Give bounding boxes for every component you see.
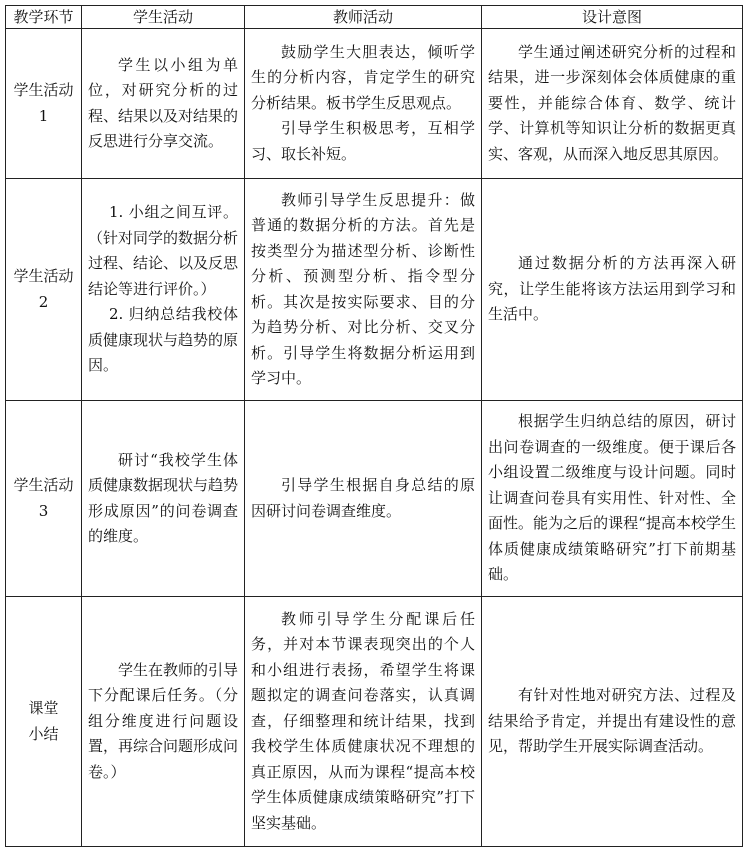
student-activity-text: 1. 小组之间互评。（针对同学的数据分析过程、结论、以及反思结论等进行评价。）: [88, 203, 239, 298]
teacher-activity-text: 引导学生积极思考，互相学习、取长补短。: [251, 119, 475, 163]
stage-cell: [6, 597, 82, 847]
stage-label: 学生活动: [13, 476, 74, 494]
student-activity-cell: [82, 597, 245, 847]
design-intent-text: 根据学生归纳总结的原因，研讨出问卷调查的一级维度。便于课后各小组设置二级维度与设计问题。同时让调查问卷具有实用性、针对性、全面性。能为之后的课程“提高本校学生体质健康成绩策略研究”打下前期基础。: [488, 412, 736, 584]
student-activity-text: 学生在教师的引导下分配课后任务。（分组分维度进行问题设置，再综合问题形成问卷。）: [88, 660, 239, 781]
design-intent-text: 学生通过阐述研究分析的过程和结果，进一步深刻体会体质健康的重要性，并能综合体育、数学、统计学、计算机等知识让分析的数据更真实、客观，从而深入地反思其原因。: [488, 42, 736, 163]
stage-cell: [6, 179, 82, 401]
header-teacher-activity: 教师活动: [245, 6, 482, 29]
student-activity-cell: [82, 401, 245, 597]
header-row: [6, 6, 743, 29]
table-row: [6, 401, 743, 597]
stage-number: 小结: [28, 724, 59, 743]
table-row: [6, 179, 743, 401]
teacher-activity-text: 引导学生根据自身总结的原因研讨问卷调查维度。: [251, 476, 475, 520]
student-activity-text: 学生以小组为单位，对研究分析的过程、结果以及对结果的反思进行分享交流。: [88, 55, 239, 150]
stage-number: 3: [38, 501, 49, 520]
design-intent-cell: [482, 597, 743, 847]
stage-cell: [6, 29, 82, 179]
teacher-activity-text: 教师引导学生分配课后任务，并对本节课表现突出的个人和小组进行表扬，希望学生将课题拟定的调查问卷落实，认真调查，仔细整理和统计结果，找到我校学生体质健康状况不理想的真正原因，从而为课程“提高本校学生体质健康成绩策略研究”打下坚实基础。: [251, 609, 475, 832]
design-intent-text: 有针对性地对研究方法、过程及结果给予肯定，并提出有建设性的意见，帮助学生开展实际调查活动。: [488, 686, 736, 756]
teacher-activity-cell: [245, 401, 482, 597]
design-intent-cell: [482, 401, 743, 597]
teacher-activity-text: 教师引导学生反思提升：做普通的数据分析的方法。首先是按类型分为描述型分析、诊断性分析、预测型分析、指令型分析。其次是按实际要求、目的分为趋势分析、对比分析、交叉分析。引导学生将数据分析运用到学习中。: [251, 190, 475, 387]
design-intent-cell: [482, 179, 743, 401]
student-activity-cell: [82, 179, 245, 401]
teacher-activity-cell: [245, 179, 482, 401]
stage-label: 学生活动: [13, 267, 74, 285]
lesson-plan-table: [5, 5, 743, 847]
stage-cell: [6, 401, 82, 597]
student-activity-cell: [82, 29, 245, 179]
teacher-activity-text: 鼓励学生大胆表达，倾听学生的分析内容，肯定学生的研究分析结果。板书学生反思观点。: [251, 42, 475, 112]
design-intent-text: 通过数据分析的方法再深入研究，让学生能将该方法运用到学习和生活中。: [488, 254, 736, 324]
stage-label: 学生活动: [13, 81, 74, 99]
design-intent-cell: [482, 29, 743, 179]
header-stage: 教学环节: [6, 6, 82, 29]
student-activity-text: 研讨“我校学生体质健康数据现状与趋势形成原因”的问卷调查的维度。: [88, 450, 239, 545]
stage-number: 2: [38, 292, 49, 311]
teacher-activity-cell: [245, 597, 482, 847]
table-row: [6, 597, 743, 847]
student-activity-text: 2. 归纳总结我校体质健康现状与趋势的原因。: [88, 305, 239, 375]
stage-number: 1: [38, 106, 49, 125]
teacher-activity-cell: [245, 29, 482, 179]
table-row: [6, 29, 743, 179]
header-design-intent: 设计意图: [482, 6, 743, 29]
header-student-activity: 学生活动: [82, 6, 245, 29]
stage-label: 课堂: [28, 699, 59, 717]
